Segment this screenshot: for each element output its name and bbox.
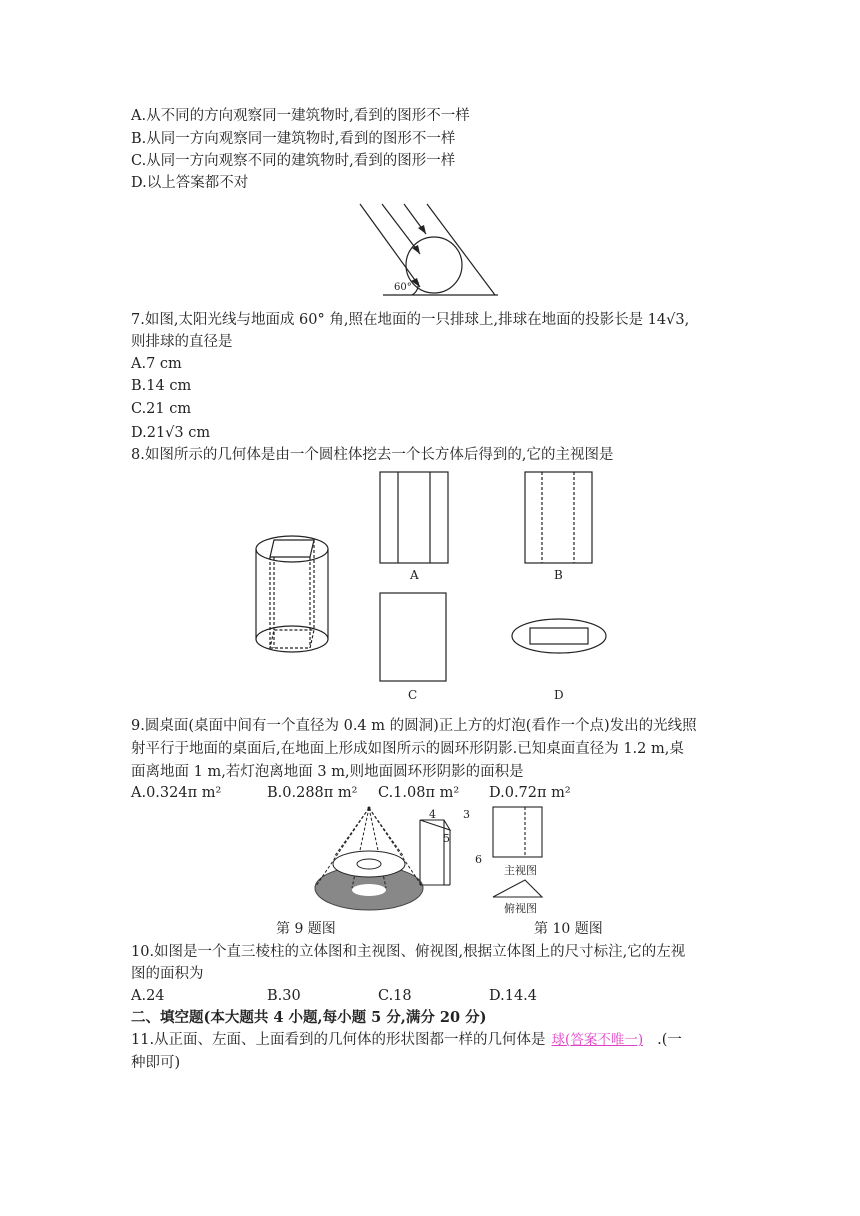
- q11-answer: 球(答案不唯一): [551, 1032, 644, 1048]
- q8-label-d: D: [554, 688, 564, 702]
- fig10-dim-3: 3: [463, 808, 470, 821]
- fig10-dim-4: 4: [429, 808, 436, 821]
- q6-option-b: B.从同一方向观察同一建筑物时,看到的图形不一样: [131, 131, 456, 147]
- q7-stem: 7.如图,太阳光线与地面成 60° 角,照在地面的一只排球上,排球在地面的投影长是 14√3,: [131, 312, 690, 328]
- q9-option-a: A.0.324π m²: [131, 785, 222, 801]
- q7-option-b: B.14 cm: [131, 378, 192, 394]
- fig10-top-view-label: 俯视图: [504, 902, 537, 915]
- fig10-front-view-label: 主视图: [504, 864, 537, 877]
- q9-line-2: 射平行于地面的桌面后,在地面上形成如图所示的圆环形阴影.已知桌面直径为 1.2 m,桌: [131, 741, 684, 757]
- q7-angle-label: 60°: [394, 282, 412, 293]
- q10-option-d: D.14.4: [489, 988, 538, 1004]
- q9-line-3: 面离地面 1 m,若灯泡离地面 3 m,则地面圆环形阴影的面积是: [131, 764, 524, 780]
- q8-label-c: C: [408, 688, 418, 702]
- q7-option-d: D.21√3 cm: [131, 425, 211, 441]
- q10-option-b: B.30: [267, 988, 301, 1004]
- q8-label-a: A: [410, 568, 419, 582]
- fig10-dim-6: 6: [475, 853, 482, 866]
- q10-option-c: C.18: [378, 988, 412, 1004]
- q10-line-2: 图的面积为: [131, 966, 204, 982]
- q9-line-1: 9.圆桌面(桌面中间有一个直径为 0.4 m 的圆洞)正上方的灯泡(看作一个点)发出的光线照: [131, 718, 697, 734]
- q8-stem: 8.如图所示的几何体是由一个圆柱体挖去一个长方体后得到的,它的主视图是: [131, 447, 614, 463]
- q11-stem: 11.从正面、左面、上面看到的几何体的形状图都一样的几何体是: [131, 1032, 546, 1048]
- q11-line-2: 种即可): [131, 1055, 181, 1071]
- q6-option-d: D.以上答案都不对: [131, 175, 249, 191]
- q8-label-b: B: [554, 568, 563, 582]
- section-2-heading: 二、填空题(本大题共 4 小题,每小题 5 分,满分 20 分): [131, 1009, 487, 1026]
- q10-option-a: A.24: [131, 988, 165, 1004]
- q9-option-b: B.0.288π m²: [267, 785, 358, 801]
- q11-tail: .(一: [657, 1032, 682, 1048]
- q7-stem-2: 则排球的直径是: [131, 334, 233, 350]
- q10-line-1: 10.如图是一个直三棱柱的立体图和主视图、俯视图,根据立体图上的尺寸标注,它的左视: [131, 944, 686, 960]
- fig10-caption: 第 10 题图: [534, 921, 603, 937]
- q9-option-d: D.0.72π m²: [489, 785, 571, 801]
- q7-option-c: C.21 cm: [131, 401, 192, 417]
- q7-option-a: A.7 cm: [131, 356, 182, 372]
- q6-option-a: A.从不同的方向观察同一建筑物时,看到的图形不一样: [131, 108, 470, 124]
- q6-option-c: C.从同一方向观察不同的建筑物时,看到的图形一样: [131, 153, 456, 169]
- fig10-dim-5: 5: [443, 832, 450, 845]
- fig9-caption: 第 9 题图: [276, 921, 336, 937]
- q9-option-c: C.1.08π m²: [378, 785, 460, 801]
- q11-line-1: [131, 1030, 682, 1050]
- q10-options: [131, 986, 537, 1006]
